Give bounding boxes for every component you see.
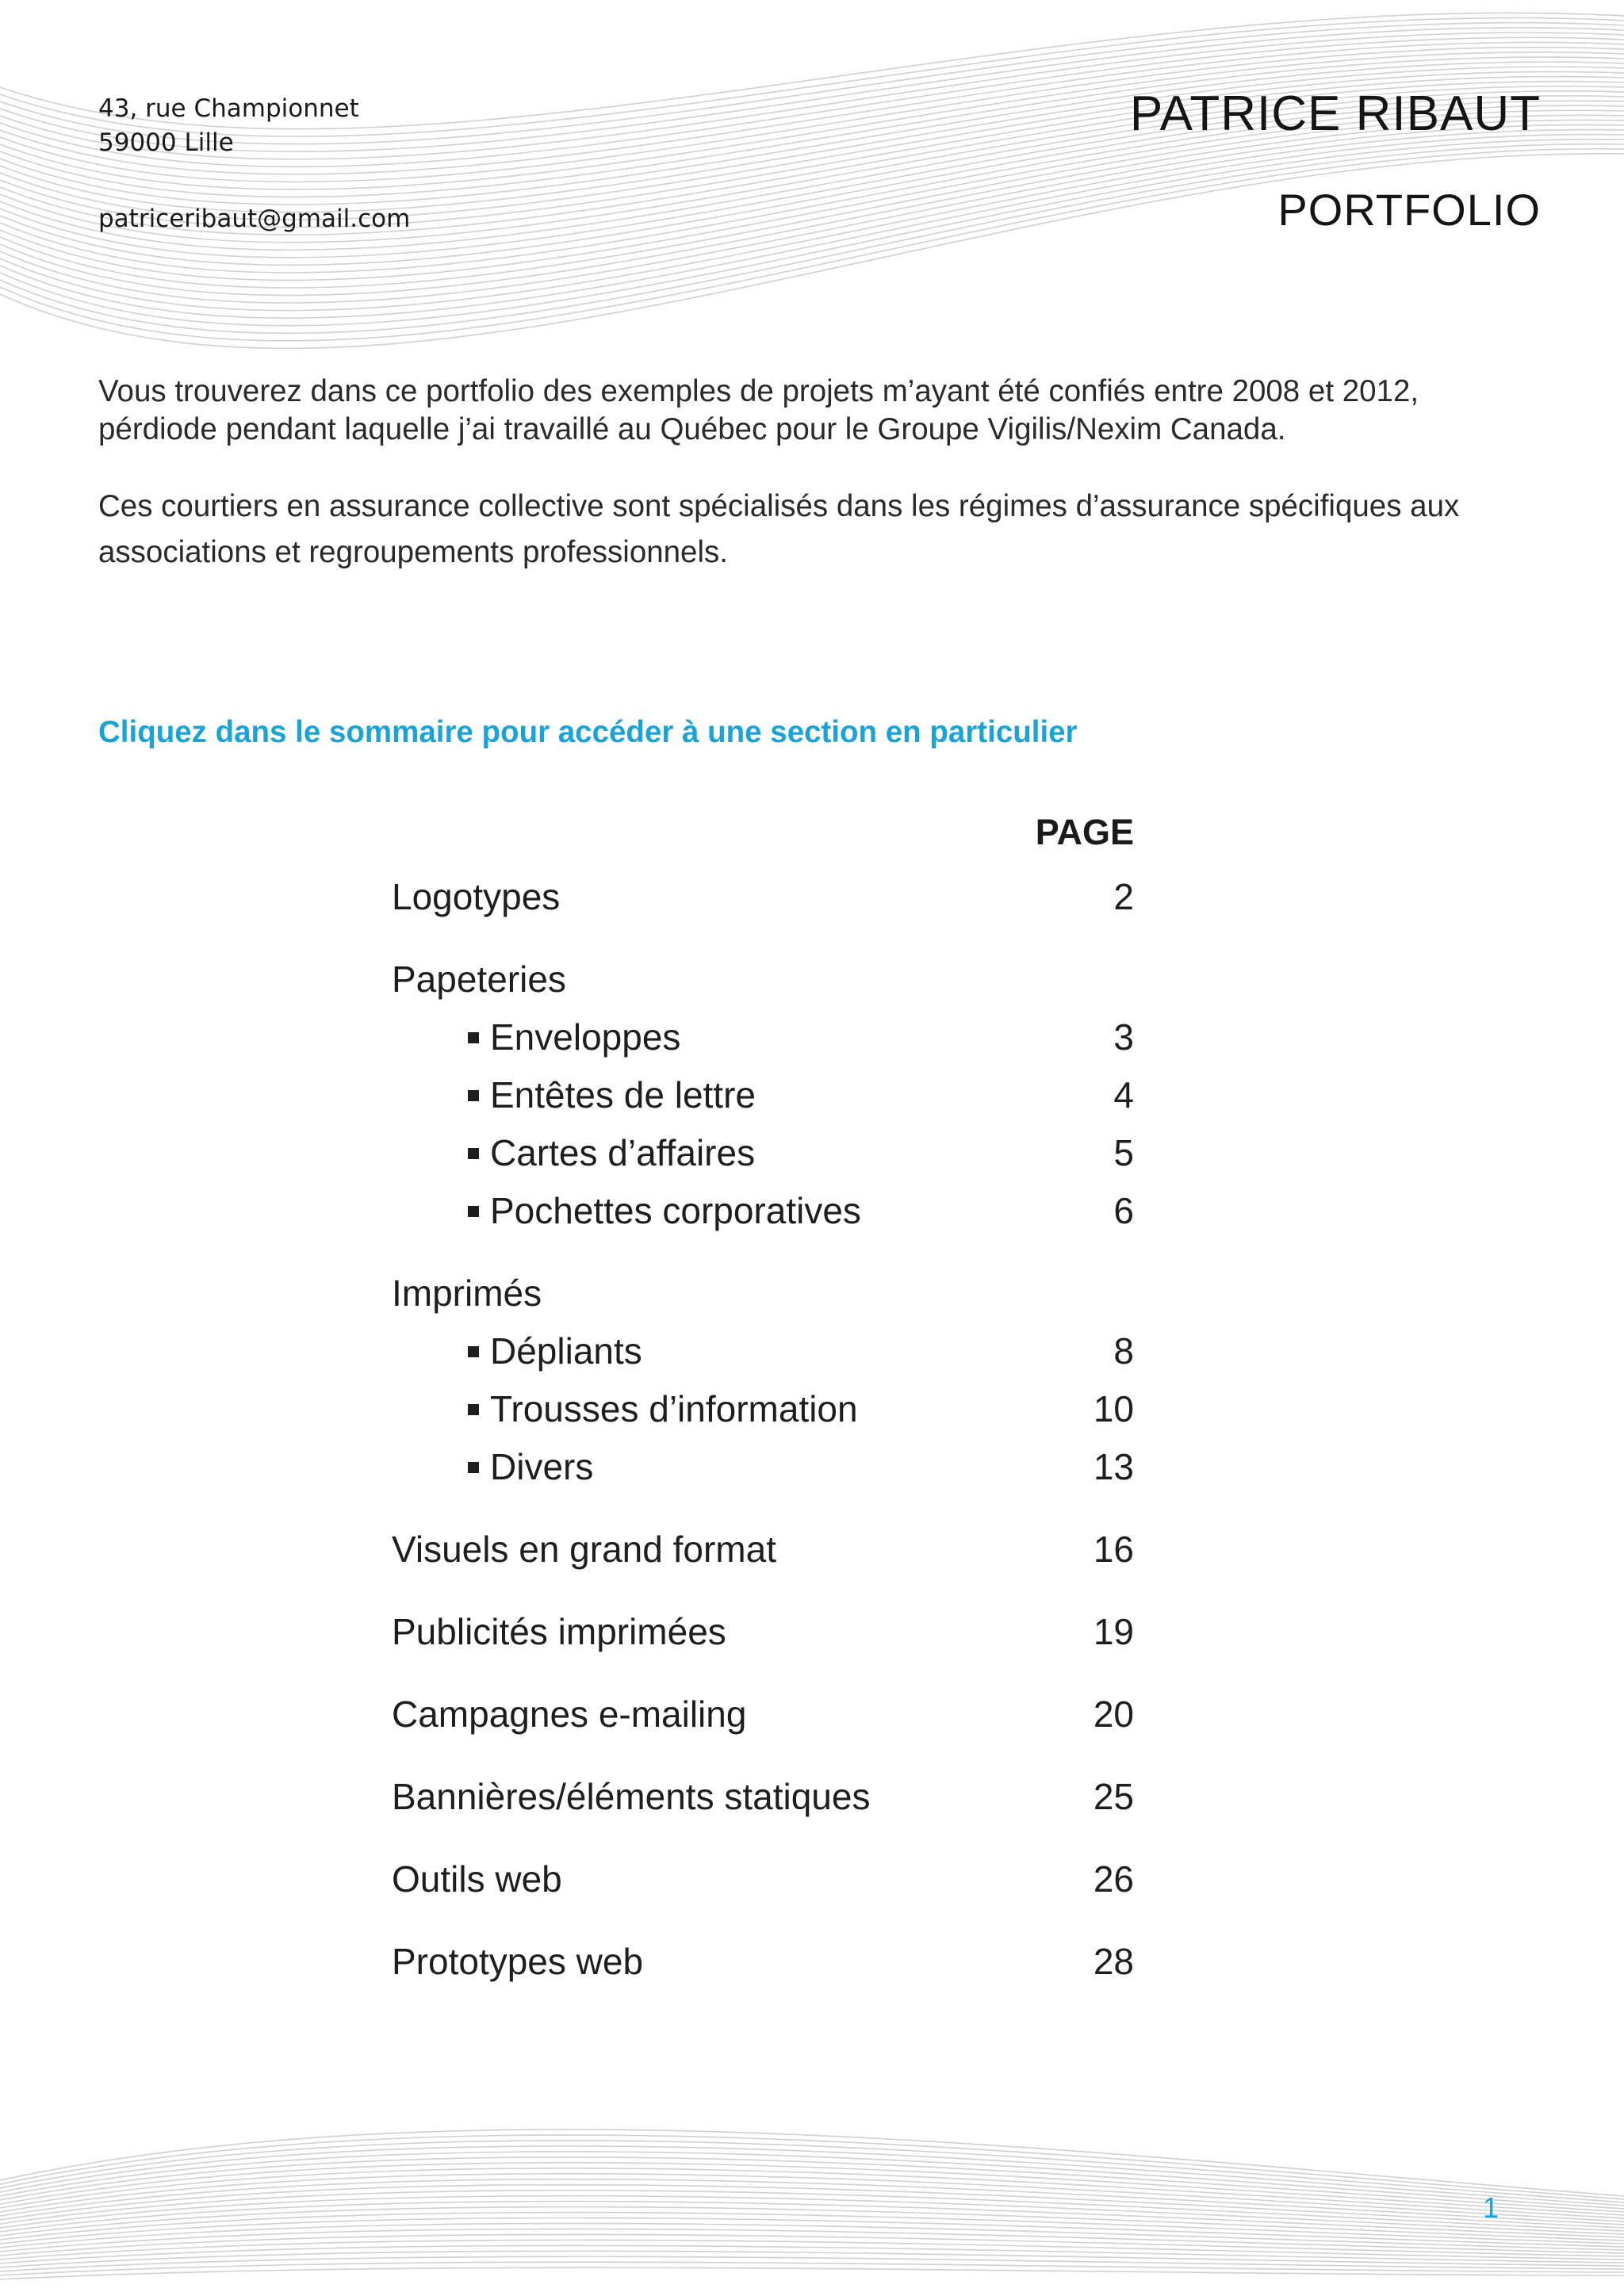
- toc-entry-label: Papeteries: [392, 959, 566, 1000]
- toc-entry-pochettes-corporatives[interactable]: [392, 1189, 1134, 1240]
- toc-entry-label: Entêtes de lettre: [490, 1074, 756, 1115]
- toc-entry-page: 20: [1093, 1693, 1134, 1735]
- contact-email: patriceribaut@gmail.com: [98, 205, 411, 233]
- toc-entry-imprimes[interactable]: [392, 1272, 1134, 1322]
- bullet-icon: [468, 1462, 479, 1473]
- toc-entry-page: 26: [1093, 1858, 1134, 1900]
- intro-p1-line-2: pérdiode pendant laquelle j’ai travaillé au Québec pour le Groupe Vigilis/Nexim Canada.: [98, 412, 1286, 446]
- toc-entry-label: Outils web: [392, 1858, 562, 1900]
- bullet-icon: [468, 1206, 479, 1217]
- toc-entry-page: 2: [1113, 876, 1134, 917]
- toc-entry-label: Imprimés: [392, 1272, 542, 1314]
- toc-entry-page: 19: [1093, 1611, 1134, 1652]
- intro-p2-line-2: associations et regroupements professionnels.: [98, 535, 728, 569]
- toc-entry-page: 25: [1093, 1776, 1134, 1817]
- address-line-1: 43, rue Championnet: [98, 94, 359, 123]
- bullet-icon: [468, 1090, 479, 1101]
- toc-entry-label: Enveloppes: [490, 1016, 681, 1058]
- intro-p1-line-1: Vous trouverez dans ce portfolio des exemples de projets m’ayant été confiés entre 2008 et 2012,: [98, 374, 1419, 408]
- toc-entry-label: Visuels en grand format: [392, 1529, 776, 1570]
- toc-entry-outils-web[interactable]: [392, 1858, 1134, 1908]
- toc-entry-depliants[interactable]: [392, 1330, 1134, 1380]
- intro-p2-line-1: Ces courtiers en assurance collective sont spécialisés dans les régimes d’assurance spécifiques aux: [98, 489, 1460, 523]
- toc-entry-page: 5: [1113, 1132, 1134, 1173]
- bullet-icon: [468, 1032, 479, 1043]
- toc-entry-label: Bannières/éléments statiques: [392, 1776, 871, 1817]
- toc-entry-visuels-grand-format[interactable]: [392, 1528, 1134, 1578]
- author-name: PATRICE RIBAUT: [1129, 86, 1541, 141]
- document-subtitle: PORTFOLIO: [1277, 185, 1541, 235]
- toc-entry-page: 16: [1093, 1529, 1134, 1570]
- toc-entry-label: Cartes d’affaires: [490, 1132, 756, 1173]
- toc-entry-label: Publicités imprimées: [392, 1611, 726, 1652]
- toc-entry-divers[interactable]: [392, 1445, 1134, 1496]
- toc-entry-label: Trousses d’information: [490, 1388, 858, 1429]
- toc-entry-label: Campagnes e-mailing: [392, 1693, 747, 1735]
- toc-entry-trousses-dinformation[interactable]: [392, 1387, 1134, 1438]
- toc-entry-page: 13: [1093, 1446, 1134, 1487]
- toc-entry-prototypes-web[interactable]: [392, 1940, 1134, 1991]
- toc-entry-page: 4: [1113, 1074, 1134, 1115]
- toc-entry-logotypes[interactable]: [392, 875, 1134, 926]
- toc-entry-enveloppes[interactable]: [392, 1016, 1134, 1066]
- toc-instruction-link[interactable]: Cliquez dans le sommaire pour accéder à une section en particulier: [98, 715, 1078, 749]
- contact-address: [98, 92, 359, 160]
- toc-entry-papeteries[interactable]: [392, 958, 1134, 1008]
- table-of-contents: [392, 0, 1134, 2061]
- toc-page-column-header: PAGE: [1035, 812, 1134, 852]
- toc-entry-page: 10: [1093, 1388, 1134, 1429]
- bullet-icon: [468, 1404, 479, 1415]
- page-number: 1: [1482, 2191, 1499, 2224]
- toc-entry-label: Pochettes corporatives: [490, 1190, 861, 1231]
- toc-entry-label: Logotypes: [392, 876, 561, 917]
- toc-entry-bannieres[interactable]: [392, 1775, 1134, 1826]
- toc-entry-page: 6: [1113, 1190, 1134, 1231]
- address-line-2: 59000 Lille: [98, 128, 234, 157]
- toc-entry-publicites-imprimees[interactable]: [392, 1610, 1134, 1661]
- toc-entry-cartes-daffaires[interactable]: [392, 1131, 1134, 1182]
- toc-entry-page: 3: [1113, 1016, 1134, 1058]
- toc-entry-label: Divers: [490, 1446, 594, 1487]
- toc-entry-campagnes-e-mailing[interactable]: [392, 1693, 1134, 1743]
- toc-entry-label: Prototypes web: [392, 1941, 644, 1982]
- toc-entry-page: 8: [1113, 1330, 1134, 1372]
- toc-entry-entetes-de-lettre[interactable]: [392, 1073, 1134, 1124]
- bullet-icon: [468, 1346, 479, 1357]
- toc-entry-label: Dépliants: [490, 1330, 642, 1372]
- bullet-icon: [468, 1148, 479, 1159]
- toc-entry-page: 28: [1093, 1941, 1134, 1982]
- wave-lines-bottom: [0, 2061, 1624, 2296]
